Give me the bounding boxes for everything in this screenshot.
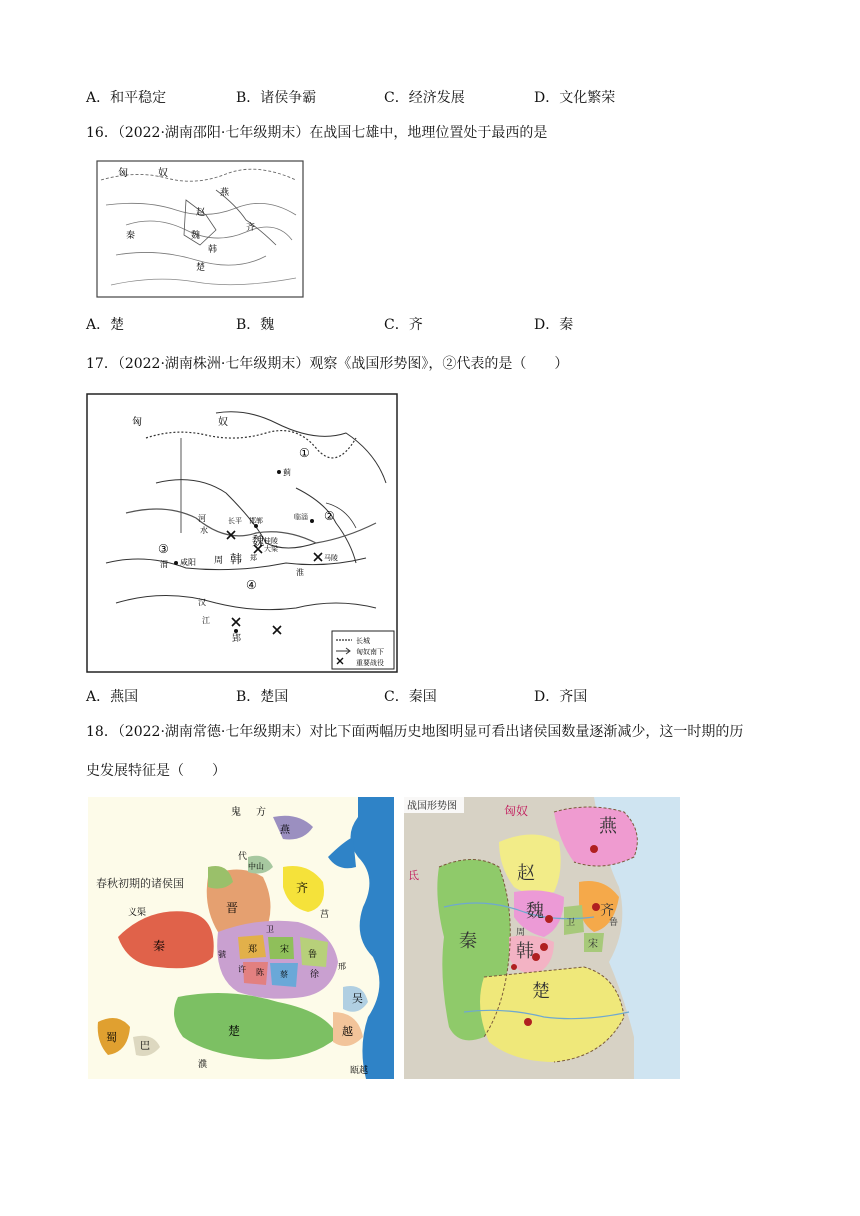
q18-left-label-zheng: 郑 (248, 945, 258, 955)
q16-option-c[interactable]: C．齐 (384, 317, 423, 333)
q17-label-guiling: 桂陵 (264, 537, 278, 545)
q17-label-linzi: 临淄 (294, 513, 308, 521)
q18-left-label-shu: 蜀 (106, 1031, 117, 1044)
q18-right-label-yan: 燕 (599, 816, 617, 837)
q18-left-label-ba: 巴 (140, 1041, 150, 1052)
q17-mark-1: ① (299, 446, 310, 460)
q18-stem-line2: 史发展特征是（ ） (86, 763, 226, 779)
q18-left-label-ouyue: 瓯越 (350, 1066, 369, 1076)
q18-left-label-yue: 越 (342, 1025, 353, 1038)
q18-left-label-wu: 吴 (352, 992, 363, 1005)
q17-option-c[interactable]: C．秦国 (384, 689, 437, 705)
q18-right-label-zhou: 周 (516, 928, 526, 938)
q18-map-right (404, 797, 680, 1079)
q17-legend-battle: 重要战役 (356, 659, 384, 667)
q17-mark-4: ④ (246, 578, 257, 592)
q18-left-label-song: 宋 (280, 945, 290, 955)
q18-right-label-song: 宋 (588, 939, 598, 950)
q16-option-b[interactable]: B．魏 (236, 317, 275, 333)
q17-label-river-shui: 水 (200, 526, 208, 535)
q18-left-label-ju: 莒 (320, 910, 330, 920)
q18-map-left-svg (88, 797, 394, 1079)
q18-left-label-wei: 卫 (266, 925, 274, 934)
q18-right-label-wei: 魏 (526, 901, 544, 922)
q17-label-ji: 蓟 (283, 468, 291, 477)
q18-left-label-qin: 秦 (153, 939, 166, 953)
q18-right-label-zhao: 赵 (517, 863, 535, 884)
q17-label-xianyang: 咸阳 (180, 558, 196, 567)
q16-label-yan: 燕 (220, 188, 230, 198)
q18-left-label-chen: 陈 (256, 968, 264, 977)
q17-option-d[interactable]: D．齐国 (534, 689, 588, 705)
q17-map (86, 393, 398, 673)
q18-right-label-wei2: 卫 (566, 918, 576, 928)
q17-label-river-huai: 淮 (296, 568, 304, 577)
q17-mark-2: ② (324, 509, 335, 523)
q17-stem: 17．（2022·湖南株洲·七年级期末）观察《战国形势图》，②代表的是（ ） (86, 356, 569, 372)
q17-label-han: 韩 (230, 552, 243, 566)
q16-label-nu: 奴 (158, 168, 168, 179)
q18-left-title: 春秋初期的诸侯国 (96, 877, 184, 890)
q18-right-label-qi: 齐 (600, 903, 614, 919)
q17-label-river-jiang: 江 (202, 616, 210, 625)
q18-left-label-pu: 濮 (198, 1060, 208, 1070)
q16-label-han: 韩 (208, 245, 218, 255)
q17-label-nu: 奴 (218, 417, 228, 428)
q18-right-title: 战国形势图 (407, 801, 457, 812)
q18-left-label-gui: 鬼 (231, 807, 241, 818)
q18-left-label-yiqu: 义渠 (128, 908, 147, 918)
q17-option-a[interactable]: A．燕国 (86, 689, 139, 705)
q17-label-maling: 马陵 (324, 554, 338, 562)
q17-label-handan: 邯郸 (249, 517, 263, 525)
q18-left-label-xu2: 许 (238, 965, 246, 974)
q17-label-ying: 郢 (232, 634, 242, 644)
q18-left-label-lu: 鲁 (308, 950, 318, 960)
q17-label-zheng: 郑 (250, 554, 257, 562)
q17-legend-wall: 长城 (356, 637, 370, 645)
q18-right-label-chu: 楚 (532, 981, 550, 1002)
q16-option-a[interactable]: A．楚 (86, 317, 125, 333)
q18-right-label-han: 韩 (516, 941, 534, 962)
q18-right-label-lu: 鲁 (609, 918, 619, 928)
q17-label-river-han: 汉 (198, 598, 206, 607)
q16-label-qin: 秦 (126, 231, 136, 241)
q18-left-label-cai: 蔡 (280, 970, 288, 979)
q15-option-c[interactable]: C．经济发展 (384, 90, 465, 106)
q18-stem-line1: 18．（2022·湖南常德·七年级期末）对比下面两幅历史地图明显可看出诸侯国数量逐渐减少，这一时期的历 (86, 724, 744, 740)
q18-left-label-dai: 代 (238, 852, 248, 862)
q18-left-label-yan: 燕 (280, 825, 290, 836)
q17-label-wei: 魏 (252, 534, 265, 548)
q16-label-xiong: 匈 (118, 168, 128, 179)
q16-label-wei: 魏 (191, 231, 201, 241)
q15-option-b[interactable]: B．诸侯争霸 (236, 90, 317, 106)
q16-label-chu: 楚 (196, 263, 206, 273)
q18-left-label-fang: 方 (256, 807, 266, 818)
q17-label-changping: 长平 (228, 517, 242, 525)
q18-map-right-svg (404, 797, 680, 1079)
q16-option-d[interactable]: D．秦 (534, 317, 574, 333)
q18-map-left (88, 797, 394, 1079)
q18-right-label-qin: 秦 (459, 931, 477, 952)
q16-stem: 16．（2022·湖南邵阳·七年级期末）在战国七雄中，地理位置处于最西的是 (86, 125, 548, 141)
q18-right-label-di: 氐 (408, 869, 419, 882)
q17-map-svg (86, 393, 398, 673)
q15-option-d[interactable]: D．文化繁荣 (534, 90, 616, 106)
q16-label-qi: 齐 (246, 223, 256, 233)
q18-left-label-zhongshan: 中山 (248, 862, 264, 871)
q17-option-b[interactable]: B．楚国 (236, 689, 289, 705)
q17-label-river-he: 河 (198, 514, 206, 523)
q18-left-label-xu: 徐 (310, 970, 320, 980)
q18-left-label-chu: 楚 (228, 1024, 241, 1038)
q17-label-river-wei: 渭 (160, 560, 168, 569)
q18-left-label-qi: 齐 (296, 881, 309, 895)
q15-option-a[interactable]: A．和平稳定 (86, 90, 167, 106)
q17-legend-xiongnu: 匈奴南下 (356, 648, 384, 656)
q18-left-label-jin: 晋 (226, 901, 239, 915)
q18-right-label-xiongnu: 匈奴 (504, 804, 529, 818)
q17-label-daliang: 大梁 (264, 545, 278, 553)
q16-map-svg (96, 160, 304, 298)
q17-label-zhou: 周 (214, 556, 224, 566)
q17-mark-3: ③ (158, 542, 169, 556)
q18-left-label-guo: 虢 (218, 950, 226, 959)
q18-left-label-xing: 邢 (338, 962, 346, 971)
q16-map (96, 160, 304, 298)
q16-label-zhao: 赵 (196, 208, 206, 218)
q17-label-xiong: 匈 (132, 417, 142, 428)
